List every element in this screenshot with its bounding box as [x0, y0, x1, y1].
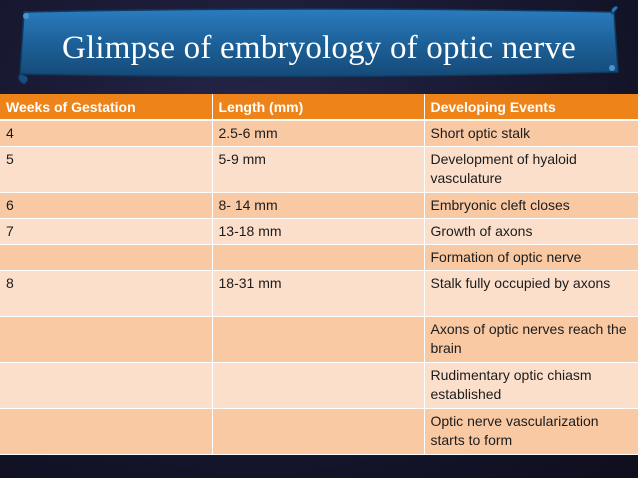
cell-length — [212, 244, 424, 270]
header-weeks: Weeks of Gestation — [0, 94, 212, 120]
cell-event: Rudimentary optic chiasm established — [424, 362, 638, 408]
page-title: Glimpse of embryology of optic nerve — [62, 30, 576, 66]
cell-length: 8- 14 mm — [212, 192, 424, 218]
title-banner — [14, 6, 624, 86]
cell-event: Optic nerve vascularization starts to form — [424, 408, 638, 454]
cell-length — [212, 316, 424, 362]
cell-event: Stalk fully occupied by axons — [424, 270, 638, 316]
table-row — [0, 408, 638, 454]
table-header-row — [0, 94, 638, 120]
cell-event: Formation of optic nerve — [424, 244, 638, 270]
embryology-table — [0, 94, 638, 455]
cell-event: Short optic stalk — [424, 120, 638, 146]
table-row — [0, 120, 638, 146]
table-row — [0, 218, 638, 244]
cell-event: Growth of axons — [424, 218, 638, 244]
cell-length — [212, 362, 424, 408]
table-row — [0, 192, 638, 218]
cell-length: 13-18 mm — [212, 218, 424, 244]
cell-event: Embryonic cleft closes — [424, 192, 638, 218]
cell-event: Development of hyaloid vasculature — [424, 146, 638, 192]
cell-week: 5 — [0, 146, 212, 192]
table-row — [0, 270, 638, 316]
table-row — [0, 316, 638, 362]
header-events: Developing Events — [424, 94, 638, 120]
cell-length — [212, 408, 424, 454]
header-length: Length (mm) — [212, 94, 424, 120]
cell-week — [0, 408, 212, 454]
cell-length: 18-31 mm — [212, 270, 424, 316]
cell-week: 4 — [0, 120, 212, 146]
cell-event: Axons of optic nerves reach the brain — [424, 316, 638, 362]
table-row — [0, 244, 638, 270]
cell-week: 7 — [0, 218, 212, 244]
cell-week — [0, 244, 212, 270]
cell-length: 2.5-6 mm — [212, 120, 424, 146]
cell-week — [0, 362, 212, 408]
cell-week — [0, 316, 212, 362]
cell-week: 8 — [0, 270, 212, 316]
cell-length: 5-9 mm — [212, 146, 424, 192]
table-row — [0, 362, 638, 408]
cell-week: 6 — [0, 192, 212, 218]
table-row — [0, 146, 638, 192]
